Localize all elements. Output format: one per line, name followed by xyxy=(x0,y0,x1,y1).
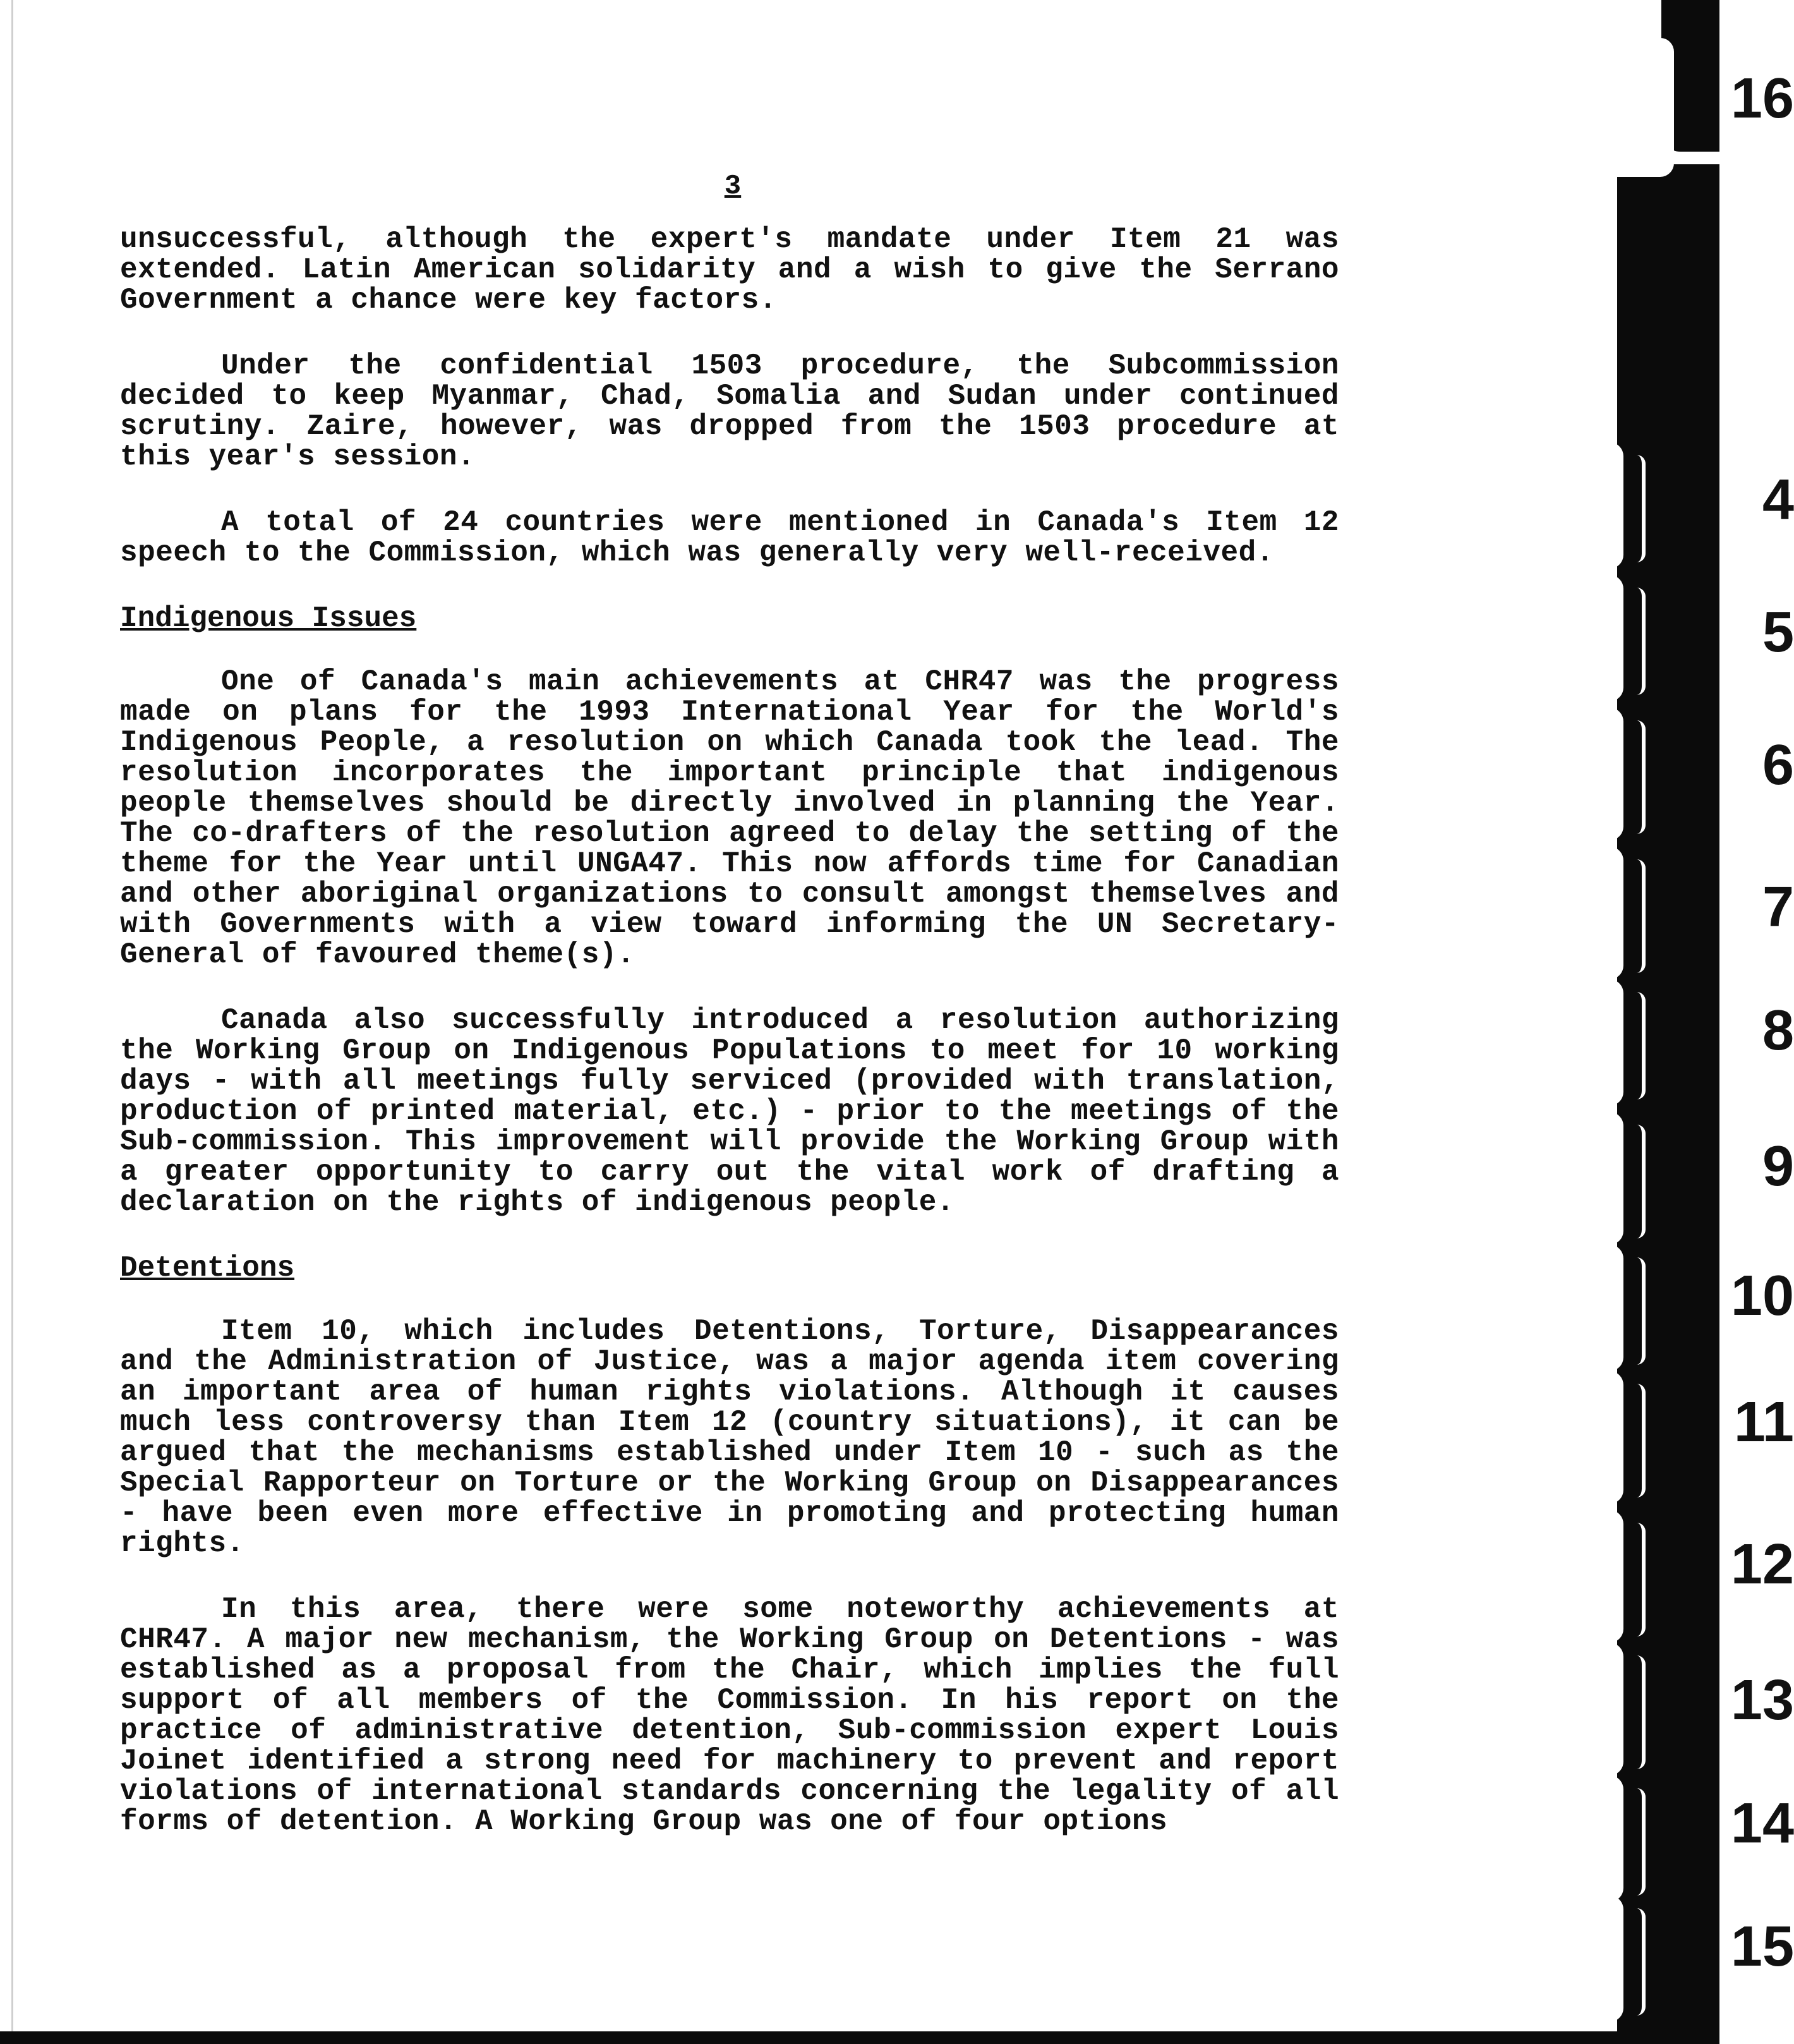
index-tabs xyxy=(1516,0,1794,2044)
section-heading-detentions: Detentions xyxy=(120,1252,295,1285)
index-tab[interactable]: 9 xyxy=(1762,1135,1794,1198)
paragraph: In this area, there were some noteworthy achievements at CHR47. A major new mechanism, the Working Group on Detentions - was established as a proposal from the Chair, which implies the full support of all members of the Commission. In his report on the practice of administrative detention, Sub-commission expert Louis Joinet identified a strong need for machinery to prevent and report violations of international standards concerning the legality of all forms of detention. A Working Group was one of four options xyxy=(120,1593,1339,1838)
index-tab[interactable]: 15 xyxy=(1730,1915,1794,1978)
paragraph: Canada also successfully introduced a resolution authorizing the Working Group on Indigenous Populations to meet for 10 working days - with all meetings fully serviced (provided with translation, production of printed material, etc.) - prior to the meetings of the Sub-commission. This improvement will provide the Working Group with a greater opportunity to carry out the vital work of drafting a declaration on the rights of indigenous people. xyxy=(120,1004,1339,1219)
index-tab[interactable]: 8 xyxy=(1762,999,1794,1062)
index-tab[interactable]: 5 xyxy=(1762,601,1794,664)
scan-bottom-edge xyxy=(0,2031,1719,2044)
paragraph: A total of 24 countries were mentioned in Canada's Item 12 speech to the Commission, which was generally very well-received. xyxy=(120,506,1339,569)
section-heading-indigenous-issues: Indigenous Issues xyxy=(120,602,417,635)
paragraph: unsuccessful, although the expert's mandate under Item 21 was extended. Latin American solidarity and a wish to give the Serrano Government a chance were key factors. xyxy=(120,223,1339,317)
index-tab[interactable]: 7 xyxy=(1762,876,1794,939)
paragraph: Under the confidential 1503 procedure, the Subcommission decided to keep Myanmar, Chad, Somalia and Sudan under continued scrutiny. Zaire, however, was dropped from the 1503 procedure at this year's session. xyxy=(120,349,1339,473)
index-tab[interactable]: 11 xyxy=(1733,1391,1794,1454)
page-number: 3 xyxy=(724,171,742,202)
document-body xyxy=(120,224,1339,1872)
index-tab[interactable]: 13 xyxy=(1730,1669,1794,1732)
index-tab[interactable]: 16 xyxy=(1730,67,1794,130)
paragraph: One of Canada's main achievements at CHR47 was the progress made on plans for the 1993 International Year for the World's Indigenous People, a resolution on which Canada took the lead. The resolution incorporates the important principle that indigenous people themselves should be directly involved in planning the Year. The co-drafters of the resolution agreed to delay the setting of the theme for the Year until UNGA47. This now affords time for Canadian and other aboriginal organizations to consult amongst themselves and with Governments with a view toward informing the UN Secretary-General of favoured theme(s). xyxy=(120,665,1339,971)
index-tab[interactable]: 12 xyxy=(1730,1533,1794,1596)
index-tab[interactable]: 6 xyxy=(1762,734,1794,797)
index-tab[interactable]: 14 xyxy=(1730,1792,1794,1855)
scan-left-edge xyxy=(11,0,13,2044)
index-tab[interactable]: 4 xyxy=(1762,468,1794,531)
index-tab[interactable]: 10 xyxy=(1730,1264,1794,1327)
paragraph: Item 10, which includes Detentions, Torture, Disappearances and the Administration of Justice, was a major agenda item covering an important area of human rights violations. Although it causes much less controversy than Item 12 (country situations), it can be argued that the mechanisms established under Item 10 - such as the Special Rapporteur on Torture or the Working Group on Disappearances - have been even more effective in promoting and protecting human rights. xyxy=(120,1315,1339,1560)
